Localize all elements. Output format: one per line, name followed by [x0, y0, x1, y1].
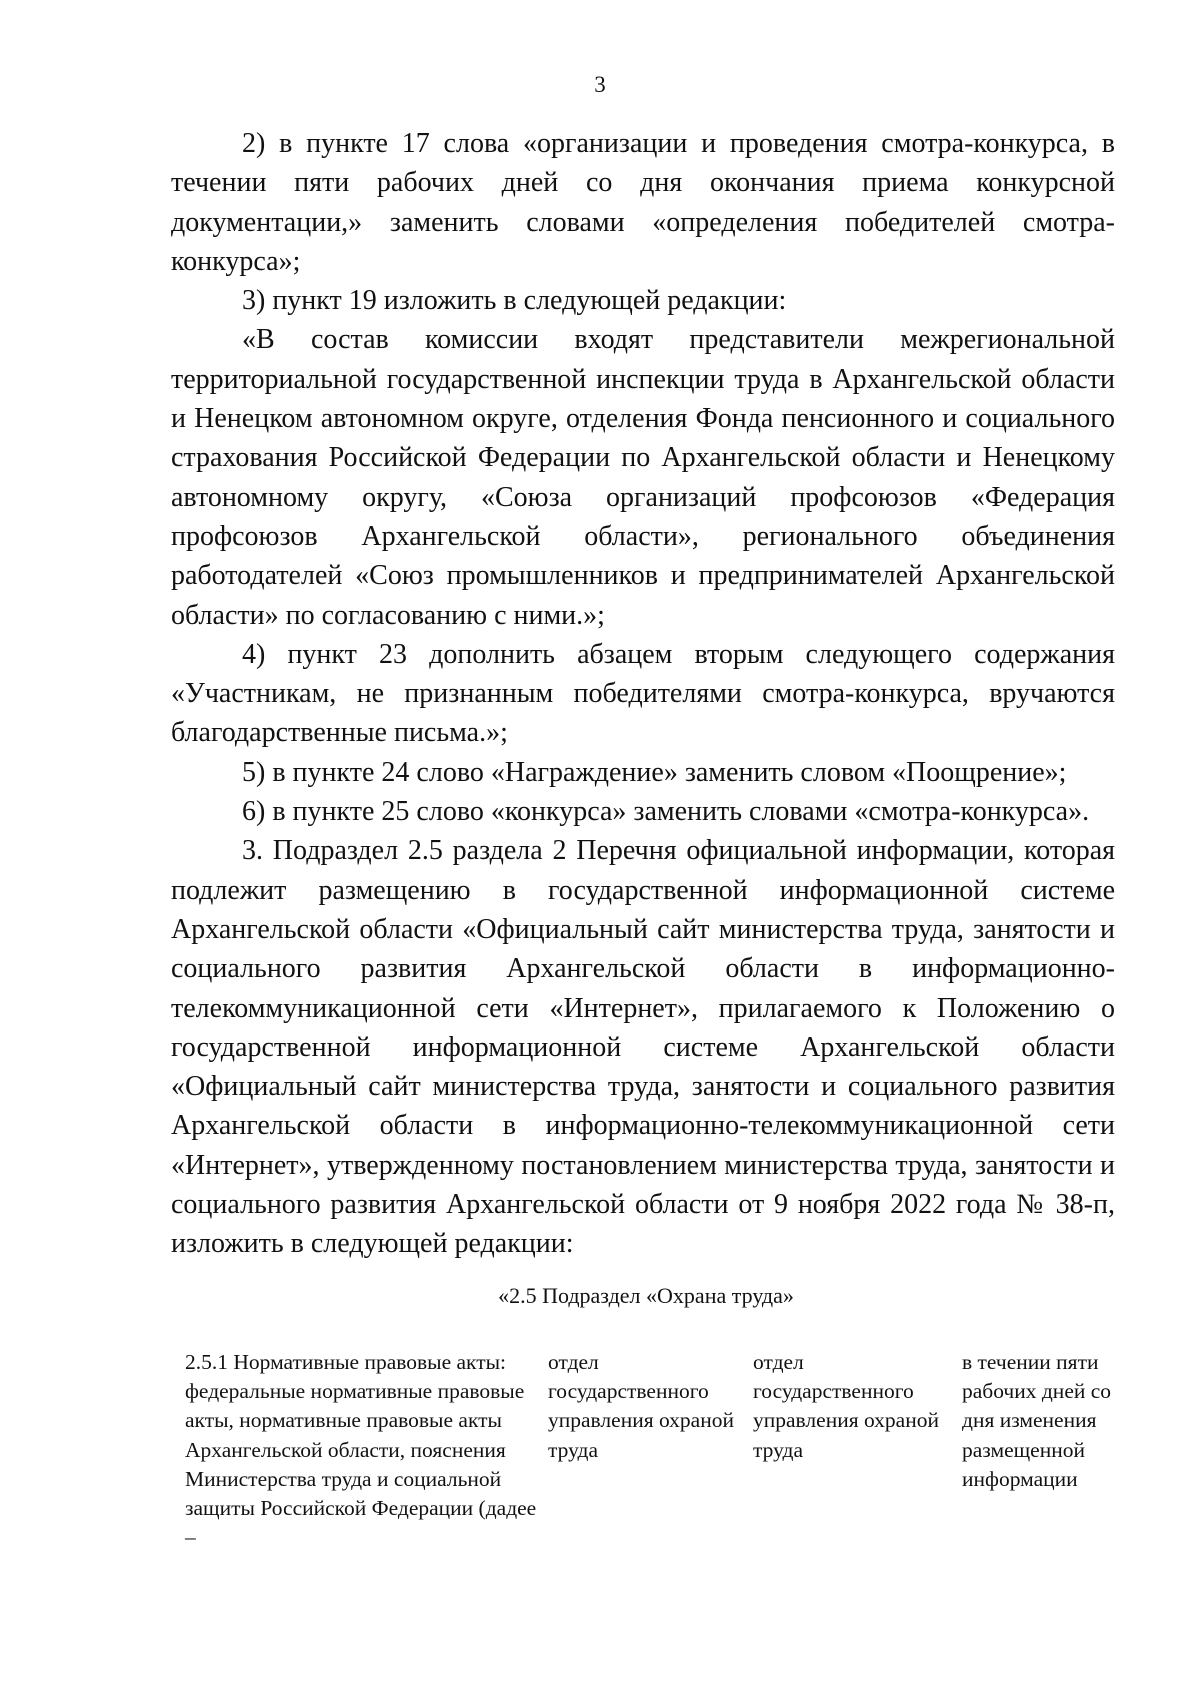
paragraph-item-4: 4) пункт 23 дополнить абзацем вторым следующего содержания «Участникам, не признанным победителями смотра-конкурса, вручаются благодарственные письма.»;: [171, 638, 1115, 749]
paragraph-item-3-text: «В состав комиссии входят представители межрегиональной территориальной государственной инспекции труда в Архангельской области и Ненецком автономном округе, отделения Фонда пенсионного и социального страхования Российской Федерации по Архангельской области и Ненецкому автономному округу, «Союза организаций профсоюзов «Федерация профсоюзов Архангельской области», регионального объединения работодателей «Союз промышленников и предпринимателей Архангельской области» по согласованию с ними.»;: [171, 324, 1115, 631]
page-number: 3: [594, 72, 606, 97]
paragraph-item-2: 2) в пункте 17 слова «организации и проведения смотра-конкурса, в течении пяти рабочих дней со дня окончания приема конкурсной документации,» заменить словами «определения победителей смотра-конкурса»;: [171, 128, 1115, 277]
section-heading: «2.5 Подраздел «Охрана труда»: [498, 1283, 794, 1308]
paragraph-item-5: 5) в пункте 24 слово «Награждение» заменить словом «Поощрение»;: [242, 756, 1067, 788]
information-table: [185, 1348, 1122, 1552]
document-body: [171, 124, 1115, 1264]
table-row: [185, 1348, 1122, 1552]
paragraph-section-3: 3. Подраздел 2.5 раздела 2 Перечня официальной информации, которая подлежит размещению в государственной информационной системе Архангельской области «Официальный сайт министерства труда, занятости и социального развития Архангельской области в информационно-телекоммуникационной сети «Интернет», прилагаемого к Положению о государственной информационной системе Архангельской области «Официальный сайт министерства труда, занятости и социального развития Архангельской области в информационно-телекоммуникационной сети «Интернет», утвержденному постановлением министерства труда, занятости и социального развития Архангельской области от 9 ноября 2022 года № 38-п, изложить в следующей редакции:: [171, 835, 1115, 1260]
table-cell-responsible-unit: отдел государственного управления охраной труда: [548, 1350, 734, 1462]
paragraph-item-6: 6) в пункте 25 слово «конкурса» заменить словами «смотра-конкурса».: [242, 796, 1090, 828]
table-cell-information-type: 2.5.1 Нормативные правовые акты: федеральные нормативные правовые акты, нормативные правовые акты Архангельской области, пояснения Министерства труда и социальной защиты Российской Федерации (дадее –: [185, 1350, 537, 1550]
paragraph-item-3: 3) пункт 19 изложить в следующей редакции:: [242, 285, 787, 317]
table-cell-posting-unit: отдел государственного управления охраной труда: [753, 1350, 939, 1462]
table-cell-deadline: в течении пяти рабочих дней со дня изменения размещенной информации: [962, 1350, 1112, 1491]
